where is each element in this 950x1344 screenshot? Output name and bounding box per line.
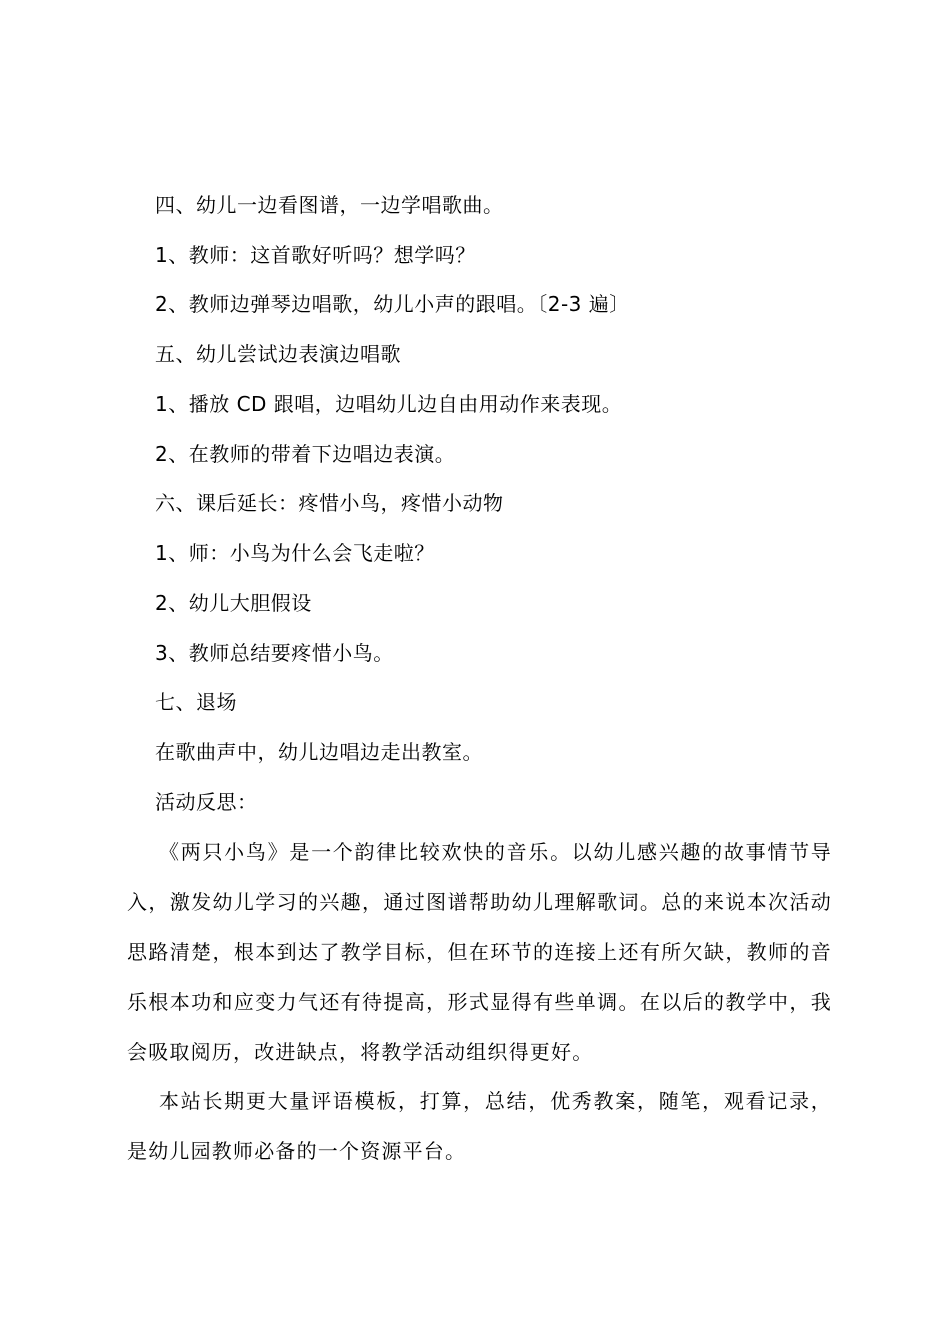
reflection-heading: 活动反思： xyxy=(155,790,258,814)
list-item: 2、教师边弹琴边唱歌，幼儿小声的跟唱。〔2-3 遍〕 xyxy=(155,292,630,316)
list-item: 3、教师总结要疼惜小鸟。 xyxy=(155,641,394,665)
list-item: 2、幼儿大胆假设 xyxy=(155,591,312,615)
list-item: 1、师：小鸟为什么会飞走啦？ xyxy=(155,541,435,565)
section-heading-6: 六、课后延长：疼惜小鸟，疼惜小动物 xyxy=(155,491,504,515)
body-line: 在歌曲声中，幼儿边唱边走出教室。 xyxy=(155,740,483,764)
reflection-paragraph: 《两只小鸟》是一个韵律比较欢快的音乐。以幼儿感兴趣的故事情节导入，激发幼儿学习的兴趣，通过图谱帮助幼儿理解歌词。总的来说本次活动思路清楚，根本到达了教学目标，但在环节的连接上还有所欠缺，教师的音乐根本功和应变力气还有待提高，形式显得有些单调。在以后的教学中，我会吸取阅历，改进缺点，将教学活动组织得更好。 xyxy=(127,840,832,1064)
list-item: 1、播放 CD 跟唱，边唱幼儿边自由用动作来表现。 xyxy=(155,392,623,416)
list-item: 1、教师：这首歌好听吗？想学吗？ xyxy=(155,243,476,267)
section-heading-4: 四、幼儿一边看图谱，一边学唱歌曲。 xyxy=(155,193,504,217)
section-heading-7: 七、退场 xyxy=(155,690,237,714)
list-item: 2、在教师的带着下边唱边表演。 xyxy=(155,442,456,466)
section-heading-5: 五、幼儿尝试边表演边唱歌 xyxy=(155,342,401,366)
site-note-paragraph: 本站长期更大量评语模板，打算，总结，优秀教案，随笔，观看记录，是幼儿园教师必备的一个资源平台。 xyxy=(127,1089,832,1163)
